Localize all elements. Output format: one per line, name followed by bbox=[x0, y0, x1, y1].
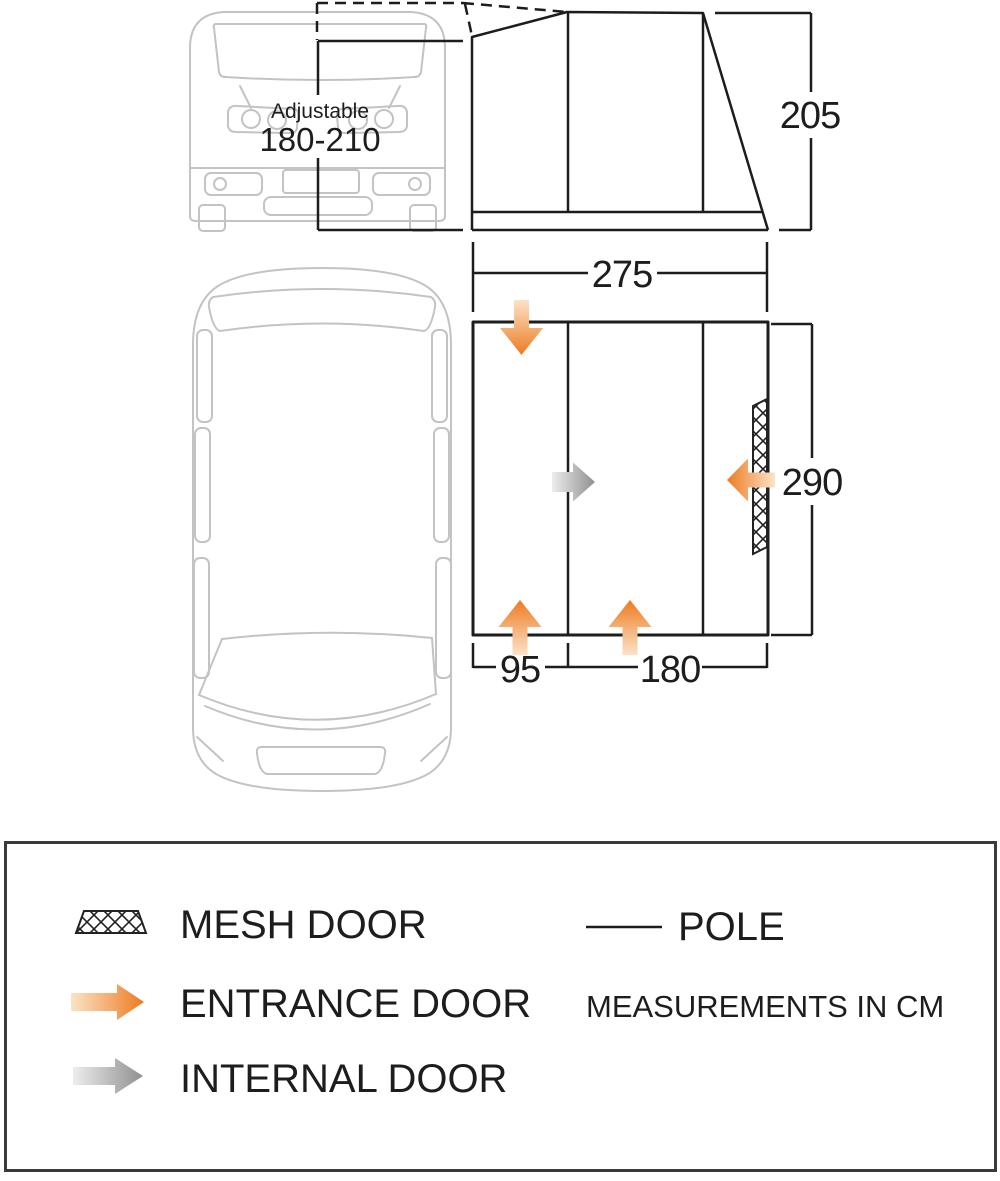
van-front-license-plate bbox=[283, 170, 359, 193]
van-top-window bbox=[434, 428, 449, 542]
van-front-mirror-right bbox=[389, 86, 400, 108]
van-front-mirror-left bbox=[240, 86, 251, 108]
entrance-door-arrow-icon bbox=[71, 982, 147, 1022]
van-top-front-grille bbox=[257, 747, 385, 774]
entrance-door-arrow-bottom-middle bbox=[609, 600, 652, 655]
van-top-view bbox=[193, 268, 451, 791]
internal-door-arrow bbox=[552, 463, 595, 502]
awning-side-outline bbox=[472, 12, 768, 230]
van-front-headlight-bulb bbox=[242, 110, 260, 128]
awning-plan-view bbox=[473, 322, 768, 635]
legend-pole-label: POLE bbox=[678, 905, 785, 949]
van-front-wheel-right bbox=[410, 205, 436, 231]
van-top-body bbox=[193, 268, 451, 791]
van-front-foglight-right bbox=[409, 178, 421, 190]
van-front-windshield bbox=[214, 24, 427, 80]
van-front-foglight-left bbox=[214, 178, 226, 190]
pole-line-icon bbox=[585, 924, 663, 930]
adjustable-label: Adjustable bbox=[270, 100, 370, 123]
dimension-width-value: 275 bbox=[591, 254, 653, 296]
entrance-door-arrow-bottom-left bbox=[499, 600, 542, 655]
legend-units-note: MEASUREMENTS IN CM bbox=[586, 989, 945, 1024]
awning-plan-outline bbox=[473, 322, 768, 635]
van-top-window bbox=[194, 558, 209, 678]
van-top-rear-window bbox=[209, 289, 435, 331]
entrance-door-arrow-top bbox=[500, 300, 543, 355]
van-front-wheel-left bbox=[199, 205, 225, 231]
legend-entrance-door-label: ENTRANCE DOOR bbox=[180, 982, 532, 1026]
van-top-window bbox=[432, 330, 447, 422]
van-top-window bbox=[195, 428, 210, 542]
van-top-window bbox=[436, 558, 451, 678]
van-top-windshield-side bbox=[199, 639, 222, 695]
internal-door-arrow-icon bbox=[73, 1057, 145, 1095]
van-top-windshield-top bbox=[222, 633, 432, 639]
legend-internal-door-label: INTERNAL DOOR bbox=[180, 1057, 508, 1101]
legend-box bbox=[4, 841, 997, 1172]
dimension-main-section-value: 180 bbox=[639, 649, 701, 691]
dimension-height-value: 205 bbox=[779, 95, 841, 137]
dimension-depth-value: 290 bbox=[781, 462, 843, 504]
awning-side-view bbox=[472, 12, 768, 230]
adjustable-range-label: 180-210 bbox=[259, 121, 381, 158]
mesh-door-swatch-icon bbox=[73, 908, 149, 936]
dimension-left-section-value: 95 bbox=[499, 649, 541, 691]
van-top-window bbox=[197, 330, 212, 422]
legend-mesh-door-label: MESH DOOR bbox=[180, 903, 427, 947]
